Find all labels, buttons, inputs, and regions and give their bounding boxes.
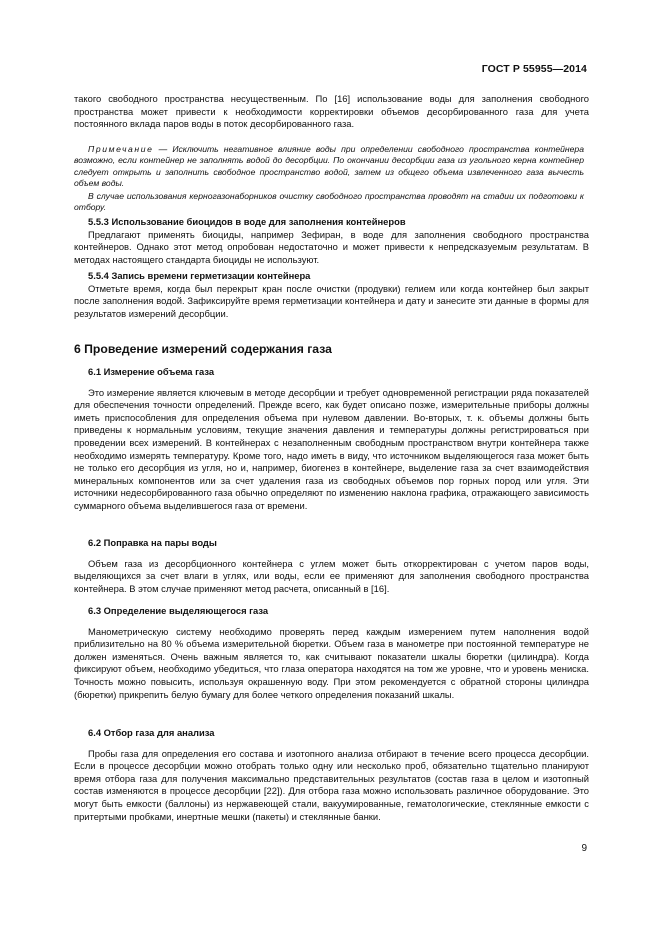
section-6-2 xyxy=(74,537,589,595)
heading-6: 6 Проведение измерений содержания газа xyxy=(74,342,332,356)
paragraph-6-4: Пробы газа для определения его состава и изотопного анализа отбирают в течение всего процесса десорбции. Если в процессе десорбции можно отобрать только одну или несколько проб, обязательно тщательно планируют время отбора газа для получения максимально представительных результатов (состав газа в целом и изотопный состав изменяются в процессе десорбции [22]). Для отбора газа можно использовать различное оборудование. Это могут быть емкости (баллоны) из нержавеющей стали, вакуумированные, гематологические, стеклянные емкости с притертыми пробками, инертные мешки (пакеты) и стеклянные банки. xyxy=(74,747,589,822)
note-extra: В случае использования керногазонаборников очистку свободного пространства проводят на стадии их подготовки к отбору. xyxy=(74,190,584,213)
note-paragraph xyxy=(74,144,584,190)
section-6-3 xyxy=(74,605,589,701)
note-text: — Исключить негативное влияние воды при определении свободного пространства контейнера возможно, если контейнер не заполнять водой до десорбции. По окончании десорбции газа из угольного керна контейнер следует открыть и заполнить свободное пространство водой, затем из общего объема извлеченного газа вычесть объем воды. xyxy=(74,144,584,189)
heading-6-4: 6.4 Отбор газа для анализа xyxy=(88,727,215,738)
paragraph-6-3: Манометрическую систему необходимо проверять перед каждым измерением путем наполнения водой приблизительно на 80 % объема измерительной бюретки. Объем газа в манометре при постоянной температуре не должен изменяться. Очень важным является то, как считывают показатели шкалы бюретки (цилиндра). Когда фиксируют объем, необходимо убедиться, что глаза оператора находятся на том же уровне, что и уровень мениска. Точность можно повысить, используя окрашенную воду. При этом рекомендуется с обратной стороны цилиндра (бюретки) прикрепить белую бумагу для более четкого определения показаний шкалы. xyxy=(74,625,589,700)
heading-5-5-4: 5.5.4 Запись времени герметизации контейнера xyxy=(88,270,311,281)
section-6-1 xyxy=(74,366,589,513)
section-5-5-4 xyxy=(74,270,589,320)
paragraph-6-1: Это измерение является ключевым в методе десорбции и требует одновременной регистрации ряда показателей для обеспечения точности определений. Прежде всего, как будет описано позже, измерительные приборы должны иметь приспособления для определения объема при нулевом давлении. Во-вторых, т. к. объемы должны быть приведены к нормальным условиям, текущие значения давления и температуры должны регистрироваться при проведении всех измерений. В контейнерах с незаполненным свободным пространством внутри контейнера также необходимо измерять температуру. Кроме того, надо иметь в виду, что источником выделяющегося газа может быть не только его десорбция из угля, но и, например, биогенез в контейнере, выделение газа за счет взаимодействия минеральных компонентов или за счет удаления газа из свободных объемов пор горных пород или угля. Эти источники недесорбированного газа обычно определяют по изменению наклона графика, отражающего зависимость суммарного объема выделившегося газа от времени. xyxy=(74,386,589,511)
standard-number: ГОСТ Р 55955—2014 xyxy=(481,63,587,75)
text-block-1 xyxy=(74,93,589,131)
paragraph-5-5-3: Предлагают применять биоциды, например Зефиран, в воде для заполнения свободного пространства контейнеров. Однако этот метод опробован недостаточно и может привести к непредсказуемым результатам. В методах настоящего стандарта биоциды не используют. xyxy=(74,228,589,265)
note-block xyxy=(74,144,584,213)
intro-paragraph: такого свободного пространства несущественным. По [16] использование воды для заполнения свободного пространства может привести к необходимости корректировки объемов десорбированного газа для учета постоянного вклада паров воды в поток десорбированного газа. xyxy=(74,93,589,130)
heading-6-1: 6.1 Измерение объема газа xyxy=(88,366,215,377)
section-6-4 xyxy=(74,727,589,823)
section-5-5-3 xyxy=(74,216,589,266)
heading-5-5-3: 5.5.3 Использование биоцидов в воде для заполнения контейнеров xyxy=(88,216,406,227)
heading-6-3: 6.3 Определение выделяющегося газа xyxy=(88,605,269,616)
note-label: Примечание xyxy=(88,144,154,154)
paragraph-5-5-4: Отметьте время, когда был перекрыт кран после очистки (продувки) гелием или когда контейнер был закрыт после заполнения водой. Зафиксируйте время герметизации контейнера и дату и занесите эти данные в формы для результатов измерений десорбции. xyxy=(74,282,589,319)
page-number: 9 xyxy=(581,843,587,854)
heading-6-2: 6.2 Поправка на пары воды xyxy=(88,537,217,548)
section-6 xyxy=(74,342,589,357)
paragraph-6-2: Объем газа из десорбционного контейнера с углем может быть откорректирован с учетом паров воды, выделяющихся за счет влаги в углях, или воды, если ее применяют для заполнения свободного пространства контейнера. В этом случае применяют метод расчета, описанный в [16]. xyxy=(74,557,589,594)
